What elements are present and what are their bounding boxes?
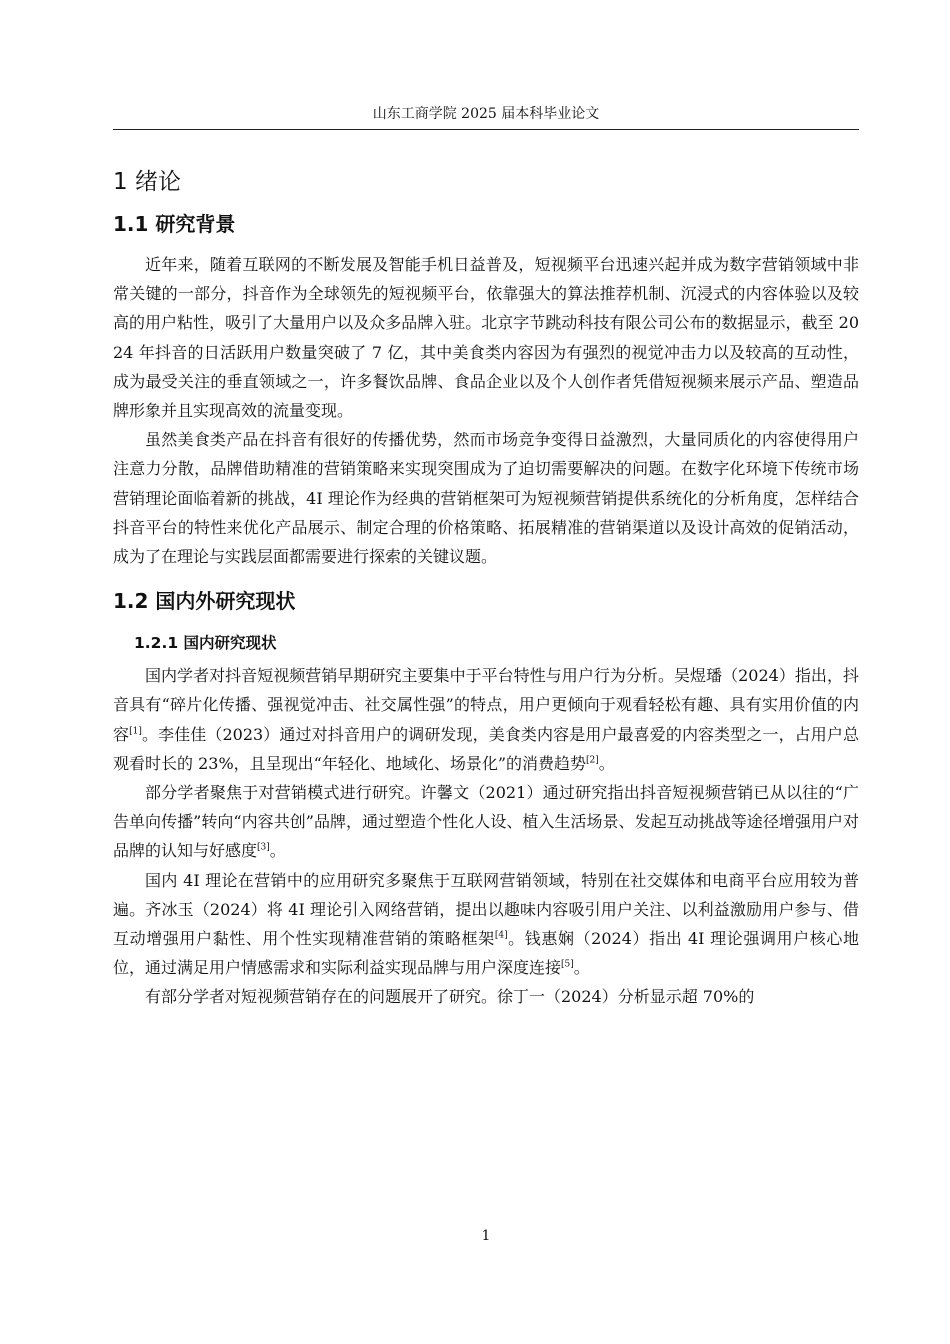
citation[interactable]: [4] (494, 930, 508, 941)
paragraph-text: 部分学者聚焦于对营销模式进行研究。许馨文（2021）通过研究指出抖音短视频营销已从以往的“广告单向传播”转向“内容共创”品牌，通过塑造个性化人设、植入生活场景、发起互动挑战等途径增强用户对品牌的认知与好感度 (113, 783, 859, 861)
paragraph (113, 778, 859, 866)
paragraph-text: 国内 4I 理论在营销中的应用研究多聚焦于互联网营销领域，特别在社交媒体和电商平台应用较为普遍。齐冰玉（2024）将 4I 理论引入网络营销，提出以趣味内容吸引用户关注、以利益激励用户参与、借互动增强用户黏性、用个性实现精准营销的策略框架 (113, 870, 859, 949)
paragraph-text: 国内学者对抖音短视频营销早期研究主要集中于平台特性与用户行为分析。吴煜璠（2024）指出，抖音具有“碎片化传播、强视觉冲击、社交属性强”的特点，用户更倾向于观看轻松有趣、具有实用价值的内容 (113, 666, 859, 744)
chapter-title: 1 绪论 (113, 169, 181, 195)
paragraph (113, 661, 859, 778)
citation[interactable]: [5] (561, 959, 574, 970)
paragraph-text: 。钱惠娴（2024）指出 4I 理论强调用户核心地位，通过满足用户情感需求和实际利益实现品牌与用户深度连接 (113, 929, 859, 978)
running-header: 山东工商学院 2025 届本科毕业论文 (372, 106, 600, 122)
header-rule (113, 129, 859, 130)
paragraph-text: 。 (598, 753, 615, 773)
page-number: 1 (481, 1228, 491, 1244)
subsection-title-1-2-1: 1.2.1 国内研究现状 (134, 634, 277, 653)
paragraph: 近年来，随着互联网的不断发展及智能手机日益普及，短视频平台迅速兴起并成为数字营销领域中非常关键的一部分，抖音作为全球领先的短视频平台，依靠强大的算法推荐机制、沉浸式的内容体验以及较高的用户粘性，吸引了大量用户以及众多品牌入驻。北京字节跳动科技有限公司公布的数据显示，截至 2024 年抖音的日活跃用户数量突破了 7 亿，其中美食类内容因为有强烈的视觉冲击力以及较高的互动性，成为最受关注的垂直领域之一，许多餐饮品牌、食品企业以及个人创作者凭借短视频来展示产品、塑造品牌形象并且实现高效的流量变现。 (113, 255, 859, 421)
page-body (113, 162, 859, 1012)
paragraph-text: 。 (573, 958, 590, 978)
paragraph: 虽然美食类产品在抖音有很好的传播优势，然而市场竞争变得日益激烈，大量同质化的内容使得用户注意力分散，品牌借助精准的营销策略来实现突围成为了迫切需要解决的问题。在数字化环境下传统市场营销理论面临着新的挑战，4I 理论作为经典的营销框架可为短视频营销提供系统化的分析角度，怎样结合抖音平台的特性来优化产品展示、制定合理的价格策略、拓展精准的营销渠道以及设计高效的促销活动，成为了在理论与实践层面都需要进行探索的关键议题。 (113, 430, 859, 567)
paragraph-text: 。李佳佳（2023）通过对抖音用户的调研发现，美食类内容是用户最喜爱的内容类型之一，占用户总观看时长的 23%，且呈现出“年轻化、地域化、场景化”的消费趋势 (113, 724, 859, 773)
paragraph-text: 。 (269, 841, 286, 861)
citation[interactable]: [3] (257, 843, 270, 854)
citation[interactable]: [1] (129, 726, 142, 737)
paragraph: 有部分学者对短视频营销存在的问题展开了研究。徐丁一（2024）分析显示超 70%的 (145, 987, 755, 1007)
section-title-1-1: 1.1 研究背景 (113, 212, 236, 236)
paragraph (113, 866, 859, 983)
section-title-1-2: 1.2 国内外研究现状 (113, 589, 296, 614)
citation[interactable]: [2] (586, 755, 599, 766)
